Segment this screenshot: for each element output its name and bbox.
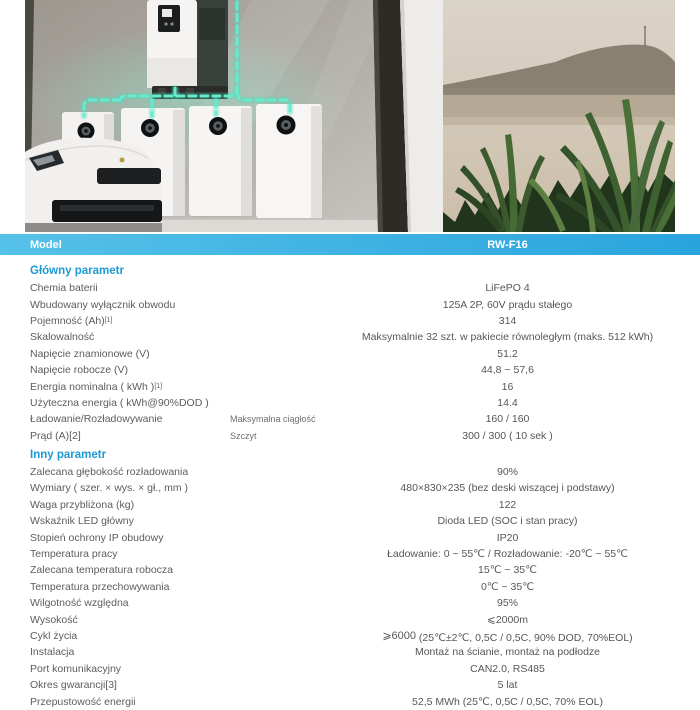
- section-title: Główny parametr: [30, 265, 124, 277]
- spec-label: Wilgotność względna: [30, 597, 129, 610]
- footnote-marker: [1]: [154, 382, 163, 390]
- spec-value: 90%: [496, 466, 518, 479]
- spec-label: Zalecana głębokość rozładowania: [30, 466, 189, 479]
- spec-value: LiFePO 4: [485, 282, 530, 295]
- hero-illustration: [0, 0, 700, 232]
- spec-value: ⩽2000m: [487, 613, 528, 626]
- spec-row: [0, 529, 700, 545]
- outdoor-scene: [443, 0, 675, 232]
- spec-row: [0, 677, 700, 693]
- inverter: [147, 0, 228, 99]
- spec-row: [0, 628, 700, 644]
- spec-row: [0, 411, 700, 427]
- spec-label: Chemia baterii: [30, 282, 98, 295]
- spec-label: Wbudowany wyłącznik obwodu: [30, 298, 176, 311]
- spec-value: Maksymalnie 32 szt. w pakiecie równoległym (maks. 512 kWh): [361, 331, 654, 344]
- spec-row: [0, 562, 700, 578]
- spec-label: Przepustowość energii: [30, 695, 136, 708]
- spec-row: [0, 428, 700, 444]
- spec-row: [0, 395, 700, 411]
- spec-row: [0, 644, 700, 660]
- spec-row: [0, 513, 700, 529]
- spec-label: Waga przybliżona (kg): [30, 498, 135, 511]
- spec-row: [0, 595, 700, 611]
- spec-row: [0, 497, 700, 513]
- spec-value: Montaż na ścianie, montaż na podłodze: [414, 646, 601, 659]
- spec-row: [0, 579, 700, 595]
- spec-value: 122: [498, 498, 517, 511]
- spec-row: [0, 378, 700, 394]
- spec-label: Okres gwarancji[3]: [30, 679, 117, 692]
- spec-row: [0, 611, 700, 627]
- spec-row: [0, 346, 700, 362]
- spec-value: 44,8 ~ 57,6: [481, 364, 534, 377]
- battery-unit-4: [256, 104, 330, 218]
- spec-row: [0, 296, 700, 312]
- spec-row: [0, 464, 700, 480]
- spec-label: Wysokość: [30, 613, 78, 626]
- spec-value: 160 / 160: [485, 413, 530, 426]
- spec-label: Cykl życia: [30, 630, 78, 642]
- grille: [97, 168, 161, 184]
- spec-label: Napięcie robocze (V): [30, 364, 129, 377]
- spec-label: Energia nominalna ( kWh )[1]: [30, 380, 163, 393]
- spec-value: IP20: [496, 531, 519, 544]
- spec-row: [0, 480, 700, 496]
- spec-sublabel: Maksymalna ciągłość: [230, 414, 316, 425]
- spec-row: [0, 693, 700, 709]
- hood-emblem: [120, 158, 125, 163]
- spec-value: 14.4: [497, 396, 518, 409]
- spec-label: Prąd (A)[2]: [30, 429, 81, 442]
- model-bar-value: RW-F16: [487, 238, 528, 251]
- car: [25, 138, 162, 232]
- section-title: Inny parametr: [30, 448, 107, 461]
- spec-label: Ładowanie/Rozładowywanie: [30, 413, 163, 426]
- shoreline: [443, 88, 675, 96]
- spec-value: 95%: [496, 597, 518, 610]
- spec-row: [0, 661, 700, 677]
- spec-value: 5 lat: [497, 679, 518, 692]
- value-main: ⩾6000: [382, 629, 416, 642]
- spec-value: 300 / 300 ( 10 sek ): [462, 429, 553, 442]
- spec-value: 51.2: [497, 347, 518, 360]
- spec-label: Pojemność (Ah)[1]: [30, 314, 113, 327]
- model-bar: [0, 234, 700, 255]
- spec-row: [0, 546, 700, 562]
- spec-table: [0, 255, 700, 710]
- spec-row: [0, 313, 700, 329]
- battery-unit-3: [189, 106, 259, 216]
- spec-value: 0℃ ~ 35℃: [480, 580, 535, 593]
- value-note: (25℃±2℃, 0,5C / 0,5C, 90% DOD, 70%EOL): [416, 631, 633, 644]
- spec-value: 480×830×235 (bez deski wiszącej i podstawy): [400, 482, 615, 495]
- spec-label: Port komunikacyjny: [30, 662, 122, 675]
- water: [443, 95, 675, 119]
- spec-sublabel: Szczyt: [230, 430, 257, 441]
- spec-value: 16: [501, 380, 514, 393]
- spec-label: Temperatura przechowywania: [30, 580, 170, 593]
- spec-row: [0, 280, 700, 296]
- spec-row: [0, 362, 700, 378]
- spec-value: Ładowanie: 0 ~ 55℃ / Rozładowanie: -20℃ ~ 55℃: [387, 548, 628, 561]
- spec-row: [0, 329, 700, 345]
- spec-label: Skalowalność: [30, 331, 95, 344]
- spec-label: Zalecana temperatura robocza: [30, 564, 173, 577]
- spec-value: [335, 629, 680, 644]
- model-bar-label: Model: [30, 238, 62, 251]
- spec-label: Instalacja: [30, 646, 75, 659]
- spec-value: 125A 2P, 60V prądu stałego: [442, 298, 573, 311]
- door-frame: [373, 0, 443, 232]
- spec-label: Stopień ochrony IP obudowy: [30, 531, 164, 544]
- spec-label: Wymiary ( szer. × wys. × gł., mm ): [30, 482, 189, 495]
- hero-image: [0, 0, 700, 232]
- footnote-marker: [1]: [104, 316, 113, 324]
- spec-value: 52,5 MWh (25℃, 0,5C / 0,5C, 70% EOL): [412, 695, 603, 708]
- spec-value: Dioda LED (SOC i stan pracy): [437, 515, 578, 528]
- spec-label: Temperatura pracy: [30, 548, 118, 561]
- spec-label: Napięcie znamionowe (V): [30, 347, 150, 360]
- spec-value: 314: [498, 314, 517, 327]
- spec-label: Wskaźnik LED główny: [30, 515, 134, 528]
- spec-value: 15℃ ~ 35℃: [478, 564, 537, 577]
- spec-label: Użyteczna energia ( kWh@90%DOD ): [30, 396, 209, 409]
- spec-value: CAN2.0, RS485: [470, 662, 545, 675]
